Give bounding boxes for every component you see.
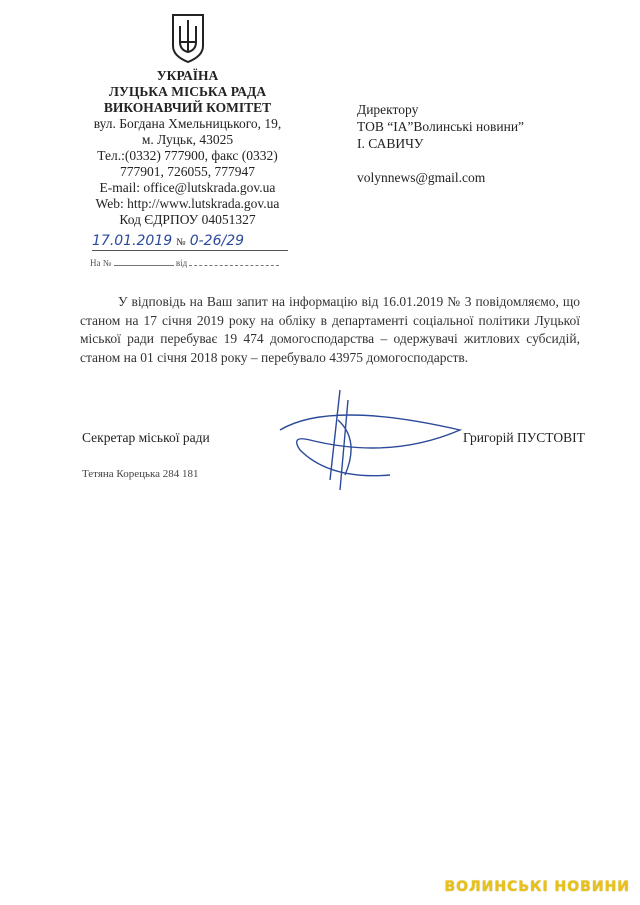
council-name: ЛУЦЬКА МІСЬКА РАДА <box>108 84 267 99</box>
signer-title: Секретар міської ради <box>82 430 210 445</box>
address-line-2: м. Луцьк, 43025 <box>141 132 234 147</box>
edrpou-code: Код ЄДРПОУ 04051327 <box>119 212 256 227</box>
letter-body <box>80 293 580 367</box>
letterhead <box>60 68 315 228</box>
recipient-name: І. САВИЧУ <box>357 136 424 151</box>
coat-of-arms-icon <box>170 12 206 64</box>
ref-from-label: від <box>175 258 188 268</box>
phone-line-2: 777901, 726055, 777947 <box>120 164 255 179</box>
reference-line <box>90 258 279 268</box>
handwritten-signature <box>270 380 470 500</box>
recipient-block <box>357 101 524 186</box>
signer-name: Григорій ПУСТОВІТ <box>463 430 585 445</box>
recipient-email: volynnews@gmail.com <box>357 170 486 185</box>
outgoing-number: 0-26/29 <box>189 233 245 249</box>
ref-label: На № <box>90 258 112 268</box>
recipient-org: ТОВ “ІА”Волинські новини” <box>357 119 525 134</box>
recipient-position: Директору <box>357 102 419 117</box>
email-line: E-mail: office@lutskrada.gov.ua <box>99 180 276 195</box>
executor-line: Тетяна Корецька 284 181 <box>82 468 199 480</box>
address-line-1: вул. Богдана Хмельницького, 19, <box>93 116 282 131</box>
web-line: Web: http://www.lutskrada.gov.ua <box>95 196 280 211</box>
phone-line-1: Тел.:(0332) 777900, факс (0332) <box>97 148 278 163</box>
number-label: № <box>176 237 186 248</box>
body-paragraph: У відповідь на Ваш запит на інформацію від 16.01.2019 № 3 повідомляємо, що станом на 17 січня 2019 року на обліку в департаменті соціальної політики Луцької міської ради перебуває 19 474 домогосподарства – одержувачі житлових субсидій, станом на 01 січня 2018 року – перебувало 43975 домогосподарств. <box>80 294 580 365</box>
outgoing-date: 17.01.2019 <box>92 233 173 249</box>
volynski-novyny-logo: ВОЛИНСЬКІ НОВИНИ <box>444 879 630 895</box>
committee-name: ВИКОНАВЧИЙ КОМІТЕТ <box>103 100 272 115</box>
outgoing-number-line <box>92 232 288 251</box>
country: УКРАЇНА <box>156 68 219 83</box>
